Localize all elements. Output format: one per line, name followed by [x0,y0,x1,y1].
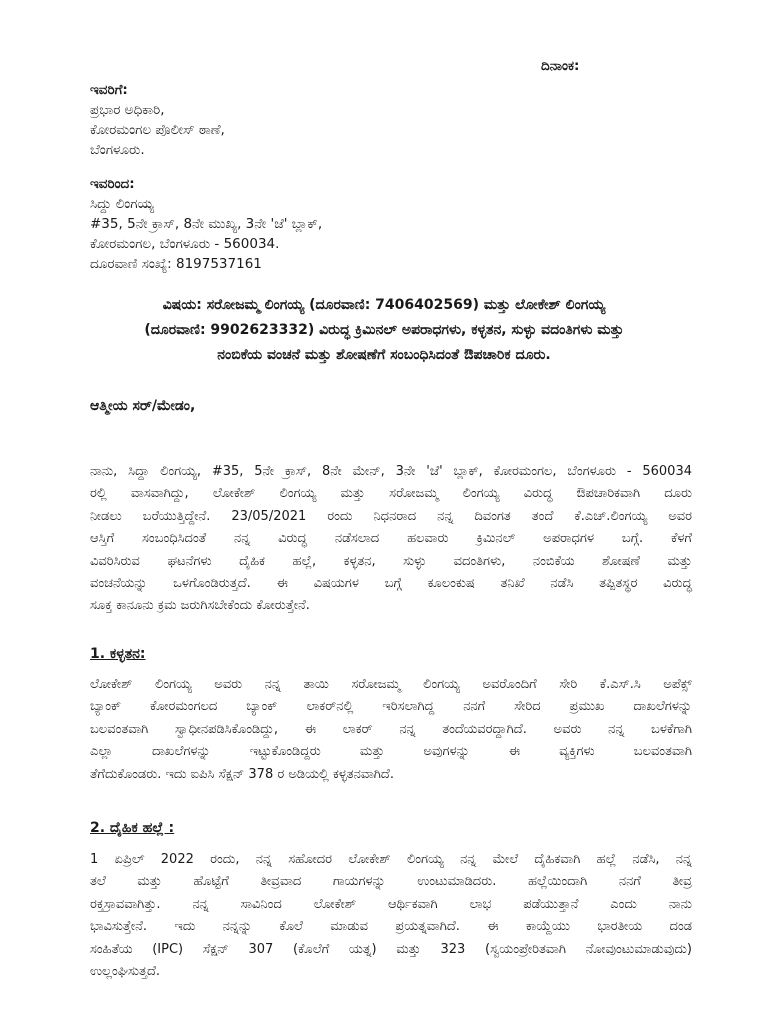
subject-line: (ದೂರವಾಣಿ: 9902623332) ವಿರುದ್ಧ ಕ್ರಿಮಿನಲ್ ಅಪರಾಧಗಳು, ಕಳ್ಳತನ, ಸುಳ್ಳು ವದಂತಿಗಳು ಮತ್ತು [144,322,624,338]
paragraph-line: ತಲೆ ಮತ್ತು ಹೊಟ್ಟೆಗೆ ತೀವ್ರವಾದ ಗಾಯಗಳನ್ನು ಉಂಟುಮಾಡಿದರು. ಹಲ್ಲೆಯಿಂದಾಗಿ ನನಗೆ ತೀವ್ರ [90,874,692,890]
paragraph-line: ವಂಚನೆಯನ್ನು ಒಳಗೊಂಡಿರುತ್ತದೆ. ಈ ವಿಷಯಗಳ ಬಗ್ಗೆ ಕೂಲಂಕುಷ ತನಿಖೆ ನಡೆಸಿ ತಪ್ಪಿತಸ್ಥರ ವಿರುದ್ಧ [90,576,692,592]
paragraph-line: ಸಂಹಿತೆಯ (IPC) ಸೆಕ್ಷನ್ 307 (ಕೊಲೆಗೆ ಯತ್ನ) ಮತ್ತು 323 (ಸ್ವಯಂಪ್ರೇರಿತವಾಗಿ ನೋವುಂಟುಮಾಡುವುದು) [90,941,692,957]
paragraph-line: ಬಲವಂತವಾಗಿ ಸ್ವಾಧೀನಪಡಿಸಿಕೊಂಡಿದ್ದು, ಈ ಲಾಕರ್ ನನ್ನ ತಂದೆಯವರದ್ದಾಗಿದೆ. ಅವರು ನನ್ನ ಬಳಕೆಗಾಗಿ [90,721,692,737]
recipient-address-block [90,80,225,160]
sender-address-line: #35, 5ನೇ ಕ್ರಾಸ್, 8ನೇ ಮುಖ್ಯ, 3ನೇ 'ಜೆ' ಬ್ಲಾಕ್, [90,216,323,232]
recipient-line: ಕೋರಮಂಗಲ ಪೊಲೀಸ್ ಠಾಣೆ, [90,122,225,138]
subject-line: ನಂಬಿಕೆಯ ವಂಚನೆ ಮತ್ತು ಶೋಷಣೆಗೆ ಸಂಬಂಧಿಸಿದಂತೆ ಔಪಚಾರಿಕ ದೂರು. [217,347,551,363]
subject-line: ವಿಷಯ: ಸರೋಜಮ್ಮ ಲಿಂಗಯ್ಯ (ದೂರವಾಣಿ: 7406402569) ಮತ್ತು ಲೋಕೇಶ್ ಲಿಂಗಯ್ಯ [162,297,606,313]
paragraph-line: ಲೋಕೇಶ್ ಲಿಂಗಯ್ಯ ಅವರು ನನ್ನ ತಾಯಿ ಸರೋಜಮ್ಮ ಲಿಂಗಯ್ಯ ಅವರೊಂದಿಗೆ ಸೇರಿ ಕೆ.ಎಸ್.ಸಿ ಅಪೆಕ್ಸ್ [90,677,692,692]
salutation: ಆತ್ಮೀಯ ಸರ್/ಮೇಡಂ, [90,398,196,414]
date-label: ದಿನಾಂಕ: [541,58,580,74]
section-heading-theft: 1. ಕಳ್ಳತನ: [90,646,146,662]
paragraph-line: ಉಲ್ಲಂಘಿಸುತ್ತದೆ. [90,964,161,980]
paragraph-line: 1 ಏಪ್ರಿಲ್ 2022 ರಂದು, ನನ್ನ ಸಹೋದರ ಲೋಕೇಶ್ ಲಿಂಗಯ್ಯ ನನ್ನ ಮೇಲೆ ದೈಹಿಕವಾಗಿ ಹಲ್ಲೆ ನಡೆಸಿ, ನನ್ನ [90,852,692,867]
recipient-label: ಇವರಿಗೆ: [90,82,128,98]
sender-label: ಇವರಿಂದ: [90,176,135,192]
paragraph-line: ಎಲ್ಲಾ ದಾಖಲೆಗಳನ್ನು ಇಟ್ಟುಕೊಂಡಿದ್ದರು ಮತ್ತು ಅವುಗಳನ್ನು ಈ ವ್ಯಕ್ತಿಗಳು ಬಲವಂತವಾಗಿ [90,744,692,760]
paragraph-line: ನಾನು, ಸಿದ್ದಾ ಲಿಂಗಯ್ಯ, #35, 5ನೇ ಕ್ರಾಸ್, 8ನೇ ಮೇನ್, 3ನೇ 'ಜೆ' ಬ್ಲಾಕ್, ಕೋರಮಂಗಲ, ಬೆಂಗಳೂರು - 560034 [90,464,692,479]
subject-block [70,293,698,368]
sender-address-line: ಕೋರಮಂಗಲ, ಬೆಂಗಳೂರು - 560034. [90,236,280,252]
theft-paragraph [90,674,692,786]
paragraph-line: ಸೂಕ್ತ ಕಾನೂನು ಕ್ರಮ ಜರುಗಿಸಬೇಕೆಂದು ಕೋರುತ್ತೇನೆ. [90,598,310,614]
paragraph-line: ರಲ್ಲಿ ವಾಸವಾಗಿದ್ದು, ಲೋಕೇಶ್ ಲಿಂಗಯ್ಯ ಮತ್ತು ಸರೋಜಮ್ಮ ಲಿಂಗಯ್ಯ ವಿರುದ್ಧ ಔಪಚಾರಿಕವಾಗಿ ದೂರು [90,486,692,502]
paragraph-line: ವಿವರಿಸಿರುವ ಘಟನೆಗಳು ದೈಹಿಕ ಹಲ್ಲೆ, ಕಳ್ಳತನ, ಸುಳ್ಳು ವದಂತಿಗಳು, ನಂಬಿಕೆಯ ಶೋಷಣೆ ಮತ್ತು [90,553,692,569]
sender-phone: ದೂರವಾಣಿ ಸಂಖ್ಯೆ: 8197537161 [90,256,262,272]
paragraph-line: ನೀಡಲು ಬರೆಯುತ್ತಿದ್ದೇನೆ. 23/05/2021 ರಂದು ನಿಧನರಾದ ನನ್ನ ದಿವಂಗತ ತಂದೆ ಕೆ.ಎಚ್.ಲಿಂಗಯ್ಯ ಅವರ [90,508,692,524]
section-heading-assault: 2. ದೈಹಿಕ ಹಲ್ಲೆ : [90,820,175,836]
recipient-line: ಬೆಂಗಳೂರು. [90,142,145,158]
sender-name: ಸಿದ್ದು ಲಿಂಗಯ್ಯ [90,196,154,212]
paragraph-line: ಬ್ಯಾಂಕ್ ಕೋರಮಂಗಲದ ಬ್ಯಾಂಕ್ ಲಾಕರ್‌ನಲ್ಲಿ ಇರಿಸಲಾಗಿದ್ದ ನನಗೆ ಸೇರಿದ ಪ್ರಮುಖ ದಾಖಲೆಗಳನ್ನು [90,699,692,715]
paragraph-line: ಆಸ್ತಿಗೆ ಸಂಬಂಧಿಸಿದಂತೆ ನನ್ನ ವಿರುದ್ಧ ನಡೆಸಲಾದ ಹಲವಾರು ಕ್ರಿಮಿನಲ್ ಅಪರಾಧಗಳ ಬಗ್ಗೆ. ಕೆಳಗೆ [90,531,692,547]
paragraph-line: ಭಾವಿಸುತ್ತೇನೆ. ಇದು ನನ್ನನ್ನು ಕೊಲೆ ಮಾಡುವ ಪ್ರಯತ್ನವಾಗಿದೆ. ಈ ಕಾಯ್ದೆಯು ಭಾರತೀಯ ದಂಡ [90,919,692,935]
paragraph-line: ತೆಗೆದುಕೊಂಡರು. ಇದು ಐಪಿಸಿ ಸೆಕ್ಷನ್ 378 ರ ಅಡಿಯಲ್ಲಿ ಕಳ್ಳತನವಾಗಿದೆ. [90,766,394,782]
assault-paragraph [90,849,692,983]
paragraph-line: ರಕ್ತಸ್ರಾವವಾಗಿತ್ತು. ನನ್ನ ಸಾವಿನಿಂದ ಲೋಕೇಶ್ ಆರ್ಥಿಕವಾಗಿ ಲಾಭ ಪಡೆಯುತ್ತಾನೆ ಎಂದು ನಾನು [90,896,692,912]
recipient-line: ಪ್ರಭಾರ ಅಧಿಕಾರಿ, [90,102,165,118]
sender-address-block [90,174,322,274]
intro-paragraph [90,461,692,618]
